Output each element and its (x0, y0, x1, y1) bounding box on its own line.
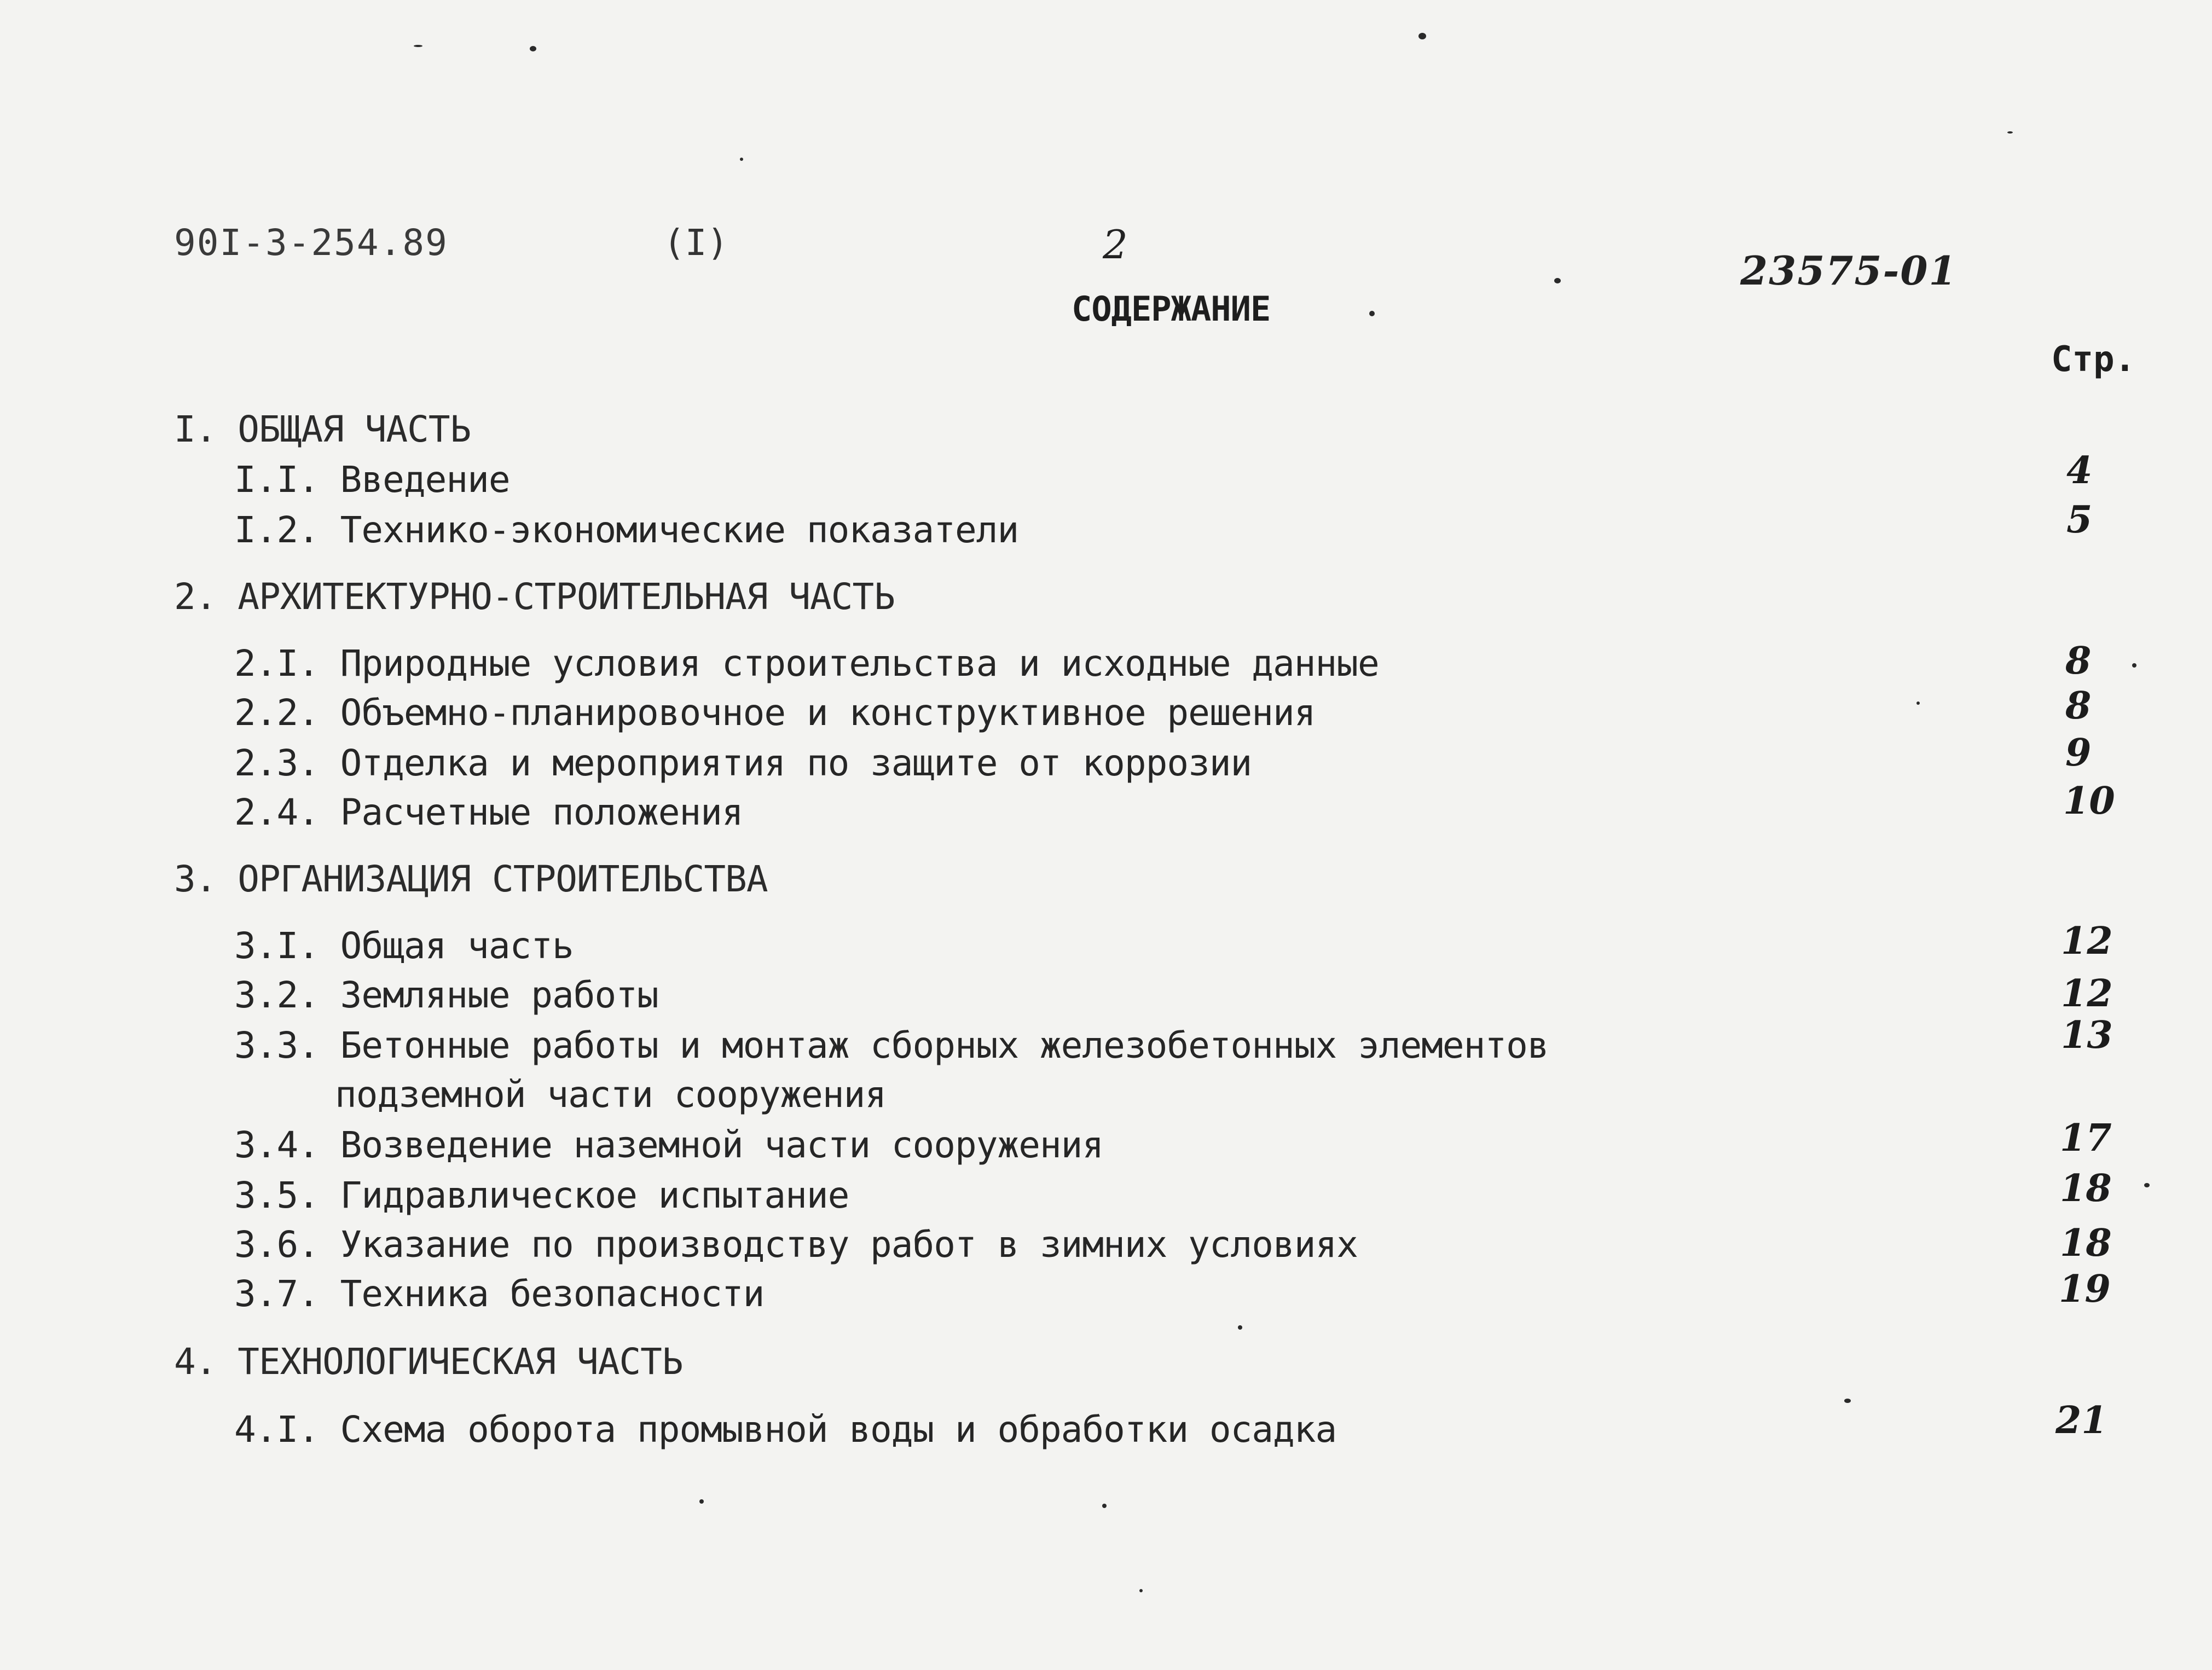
toc-entry-page: 13 (2061, 1013, 2113, 1057)
toc-entry: 3.I. Общая часть (234, 925, 574, 967)
contents-title: СОДЕРЖАНИЕ (1072, 289, 1271, 329)
scan-speck (699, 1499, 704, 1504)
toc-entry: 2.4. Расчетные положения (234, 791, 743, 833)
toc-entry-page: 17 (2060, 1116, 2112, 1160)
toc-entry-page: 4 (2066, 449, 2093, 492)
scan-speck (1139, 1589, 1143, 1592)
scan-speck (2132, 663, 2136, 668)
document-code: 90I-3-254.89 (174, 222, 448, 264)
scan-speck (1916, 701, 1920, 705)
toc-entry: 3.6. Указание по производству работ в зимних условиях (234, 1223, 1358, 1266)
section-title: 2. АРХИТЕКТУРНО-СТРОИТЕЛЬНАЯ ЧАСТЬ (174, 576, 895, 618)
scan-speck (1238, 1325, 1242, 1330)
toc-entry: 3.2. Земляные работы (234, 974, 658, 1016)
scan-speck (1369, 311, 1375, 316)
scan-speck (2144, 1183, 2150, 1187)
toc-entry: 2.I. Природные условия строительства и исходные данные (234, 642, 1379, 685)
section-title: I. ОБЩАЯ ЧАСТЬ (174, 408, 471, 450)
scan-speck (1844, 1399, 1851, 1403)
toc-entry: 3.7. Техника безопасности (234, 1273, 765, 1315)
page-number: 2 (1103, 222, 1128, 268)
volume-number: (I) (663, 222, 729, 264)
inventory-number: 23575-01 (1740, 247, 1958, 294)
scan-speck (1102, 1504, 1107, 1508)
scan-speck (740, 158, 743, 161)
scan-speck (1554, 278, 1561, 283)
toc-entry-page: 12 (2061, 972, 2113, 1016)
section-title: 3. ОРГАНИЗАЦИЯ СТРОИТЕЛЬСТВА (174, 858, 768, 900)
toc-entry: 4.I. Схема оборота промывной воды и обработки осадка (234, 1408, 1337, 1451)
scan-speck (414, 45, 422, 47)
toc-entry-page: 5 (2066, 498, 2093, 542)
toc-entry-page: 18 (2060, 1221, 2112, 1265)
toc-entry-page: 9 (2065, 731, 2092, 775)
toc-entry-page: 21 (2055, 1399, 2107, 1442)
toc-entry: 2.2. Объемно-планировочное и конструктивное решения (234, 692, 1316, 734)
toc-entry-page: 8 (2065, 639, 2092, 683)
scan-speck (530, 46, 536, 51)
toc-entry-continuation: подземной части сооружения (335, 1074, 887, 1116)
scan-speck (2007, 131, 2013, 134)
toc-entry: I.2. Технико-экономические показатели (234, 509, 1019, 551)
toc-entry: 3.4. Возведение наземной части сооружения (234, 1124, 1104, 1166)
toc-entry: I.I. Введение (234, 459, 510, 501)
section-title: 4. ТЕХНОЛОГИЧЕСКАЯ ЧАСТЬ (174, 1341, 683, 1383)
toc-entry: 2.3. Отделка и мероприятия по защите от коррозии (234, 742, 1252, 784)
toc-entry: 3.3. Бетонные работы и монтаж сборных железобетонных элементов (234, 1024, 1549, 1066)
toc-entry: 3.5. Гидравлическое испытание (234, 1174, 849, 1216)
scan-speck (1418, 33, 1426, 39)
toc-entry-page: 19 (2059, 1267, 2111, 1311)
page-column-label: Стр. (2051, 339, 2136, 380)
toc-entry-page: 12 (2061, 919, 2113, 963)
toc-entry-page: 8 (2065, 684, 2092, 728)
toc-entry-page: 10 (2063, 779, 2115, 823)
toc-entry-page: 18 (2060, 1167, 2112, 1210)
